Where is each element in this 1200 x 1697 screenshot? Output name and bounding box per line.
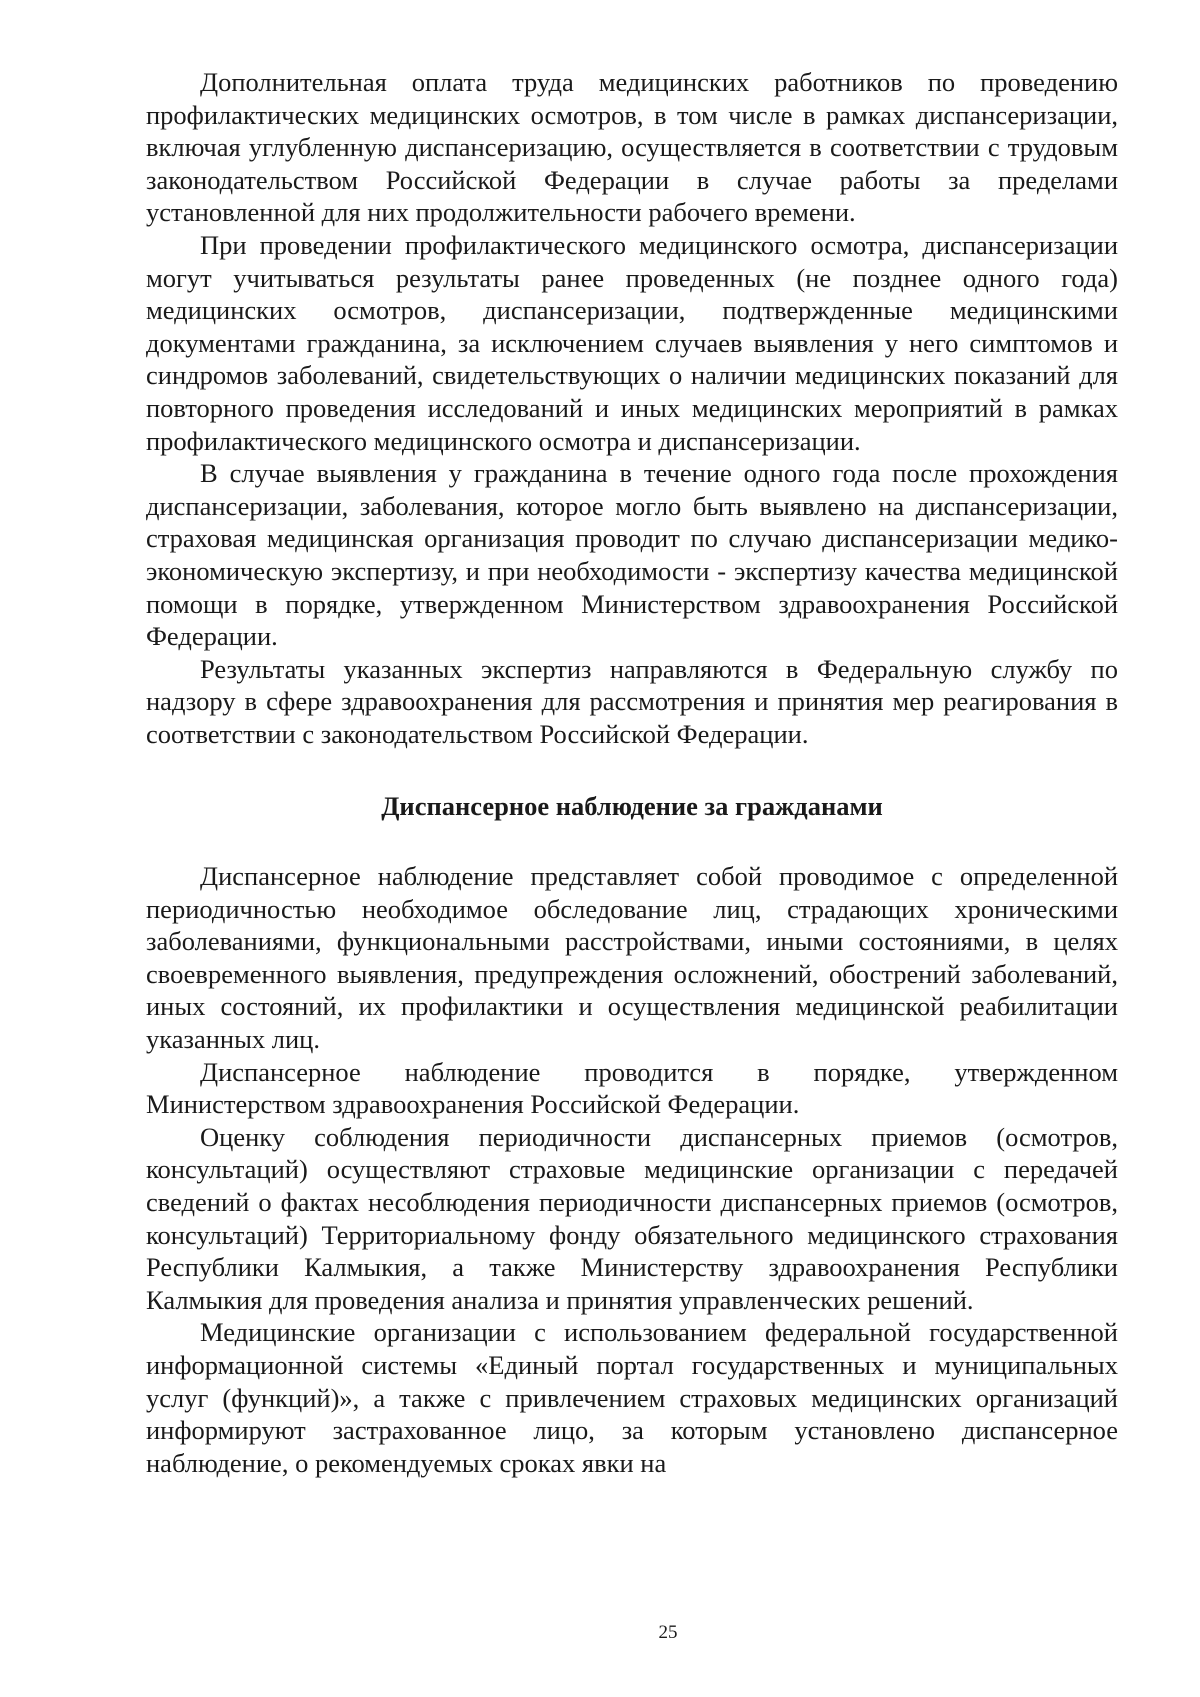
document-page xyxy=(146,66,1118,1479)
paragraph-observation-definition: Диспансерное наблюдение представляет собой проводимое с определенной периодичностью необходимое обследование лиц, страдающих хроническими заболеваниями, функциональными расстройствами, иными состояниями, в целях своевременного выявления, предупреждения осложнений, обострений заболеваний, иных состояний, их профилактики и осуществления медицинской реабилитации указанных лиц. xyxy=(146,861,1118,1055)
paragraph-informing: Медицинские организации с использованием федеральной государственной информационной системы «Единый портал государственных и муниципальных услуг (функций)», а также с привлечением страховых медицинских организаций информируют застрахованное лицо, за которым установлено диспансерное наблюдение, о рекомендуемых сроках явки на xyxy=(146,1317,1118,1478)
paragraph-additional-pay: Дополнительная оплата труда медицинских работников по проведению профилактических медицинских осмотров, в том числе в рамках диспансеризации, включая углубленную диспансеризацию, осуществляется в соответствии с трудовым законодательством Российской Федерации в случае работы за пределами установленной для них продолжительности рабочего времени. xyxy=(146,67,1118,228)
paragraph-observation-order: Диспансерное наблюдение проводится в порядке, утвержденном Министерством здравоохранения Российской Федерации. xyxy=(146,1056,1118,1120)
section-heading: Диспансерное наблюдение за гражданами xyxy=(381,791,883,822)
page-number: 25 xyxy=(658,1622,678,1643)
paragraph-previous-results: При проведении профилактического медицинского осмотра, диспансеризации могут учитываться результаты ранее проведенных (не позднее одного года) медицинских осмотров, диспансеризации, подтвержденные медицинскими документами гражданина, за исключением случаев выявления у него симптомов и синдромов заболеваний, свидетельствующих о наличии медицинских показаний для повторного проведения исследований и иных медицинских мероприятий в рамках профилактического медицинского осмотра и диспансеризации. xyxy=(146,229,1118,456)
paragraph-expertise-case: В случае выявления у гражданина в течение одного года после прохождения диспансеризации, заболевания, которое могло быть выявлено на диспансеризации, страховая медицинская организация проводит по случаю диспансеризации медико-экономическую экспертизу, и при необходимости - экспертизу качества медицинской помощи в порядке, утвержденном Министерством здравоохранения Российской Федерации. xyxy=(146,458,1118,652)
paragraph-periodicity-assessment: Оценку соблюдения периодичности диспансерных приемов (осмотров, консультаций) осуществляют страховые медицинские организации с передачей сведений о фактах несоблюдения периодичности диспансерных приемов (осмотров, консультаций) Территориальному фонду обязательного медицинского страхования Республики Калмыкия, а также Министерству здравоохранения Республики Калмыкия для проведения анализа и принятия управленческих решений. xyxy=(146,1121,1118,1315)
paragraph-expertise-results: Результаты указанных экспертиз направляются в Федеральную службу по надзору в сфере здравоохранения для рассмотрения и принятия мер реагирования в соответствии с законодательством Российской Федерации. xyxy=(146,653,1118,749)
